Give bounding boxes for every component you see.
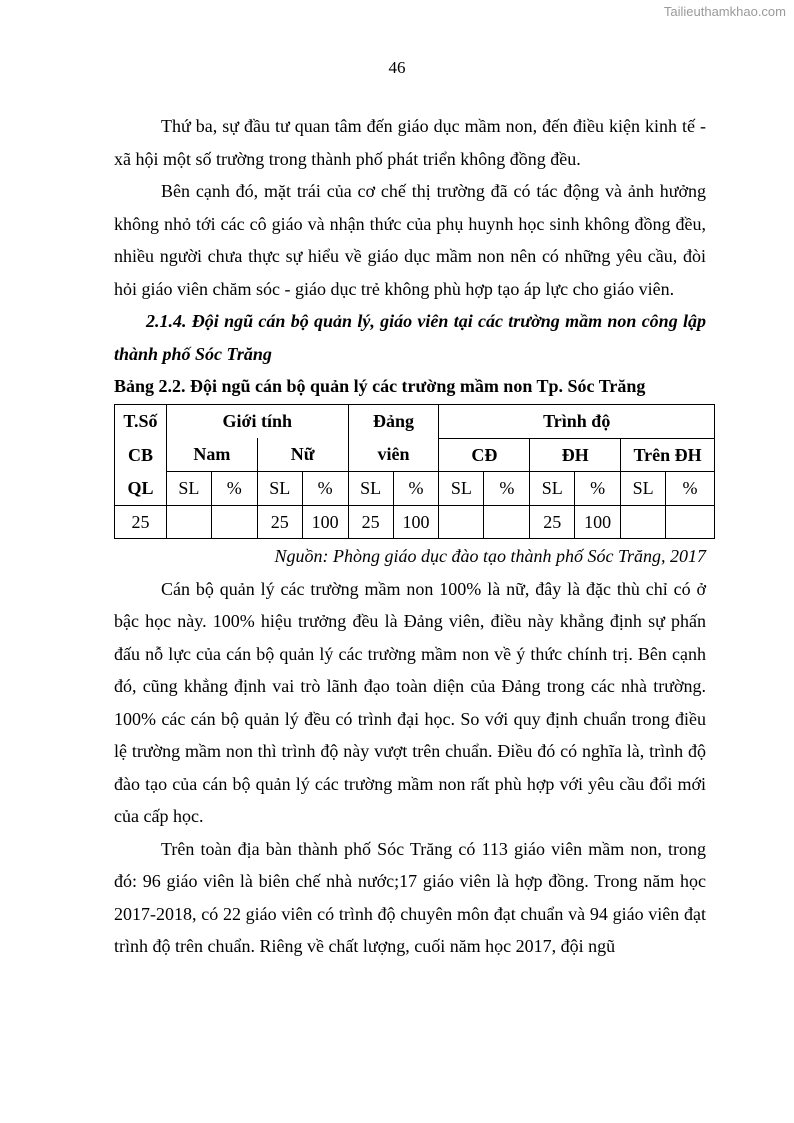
header-tren-dh: Trên ĐH	[621, 438, 715, 472]
source-note: Nguồn: Phòng giáo dục đào tạo thành phố Sóc Trăng, 2017	[274, 546, 706, 566]
cell-cd-sl	[439, 505, 484, 539]
header-male: Nam	[166, 438, 257, 472]
header-cd: CĐ	[439, 438, 530, 472]
header-female: Nữ	[257, 438, 348, 472]
header-total-line-1: T.Số	[115, 405, 167, 439]
paragraph-3: Cán bộ quản lý các trường mầm non 100% là nữ, đây là đặc thù chỉ có ở bậc học này. 100% hiệu trưởng đều là Đảng viên, điều này khẳng định sự phấn đấu nỗ lực của cán bộ quản lý các trường mầm non về ý thức chính trị. Bên cạnh đó, cũng khẳng định vai trò lãnh đạo toàn diện của Đảng trong các nhà trường. 100% các cán bộ quản lý đều có trình đại học. So với quy định chuẩn trong điều lệ trường mầm non thì trình độ này vượt trên chuẩn. Điều đó có nghĩa là, trình độ đào tạo của cán bộ quản lý các trường mầm non rất phù hợp với yêu cầu đổi mới của cấp học.	[114, 578, 706, 826]
header-sl: SL	[439, 472, 484, 506]
cell-dh-pct: 100	[575, 505, 621, 539]
header-sl: SL	[530, 472, 575, 506]
header-sl: SL	[257, 472, 302, 506]
table-header-row-3	[115, 472, 715, 506]
cell-female-pct: 100	[302, 505, 348, 539]
table-row	[115, 505, 715, 539]
header-gender: Giới tính	[166, 405, 348, 439]
header-party-line-1: Đảng	[348, 405, 439, 439]
cell-tren-dh-sl	[621, 505, 666, 539]
paragraph-4: Trên toàn địa bàn thành phố Sóc Trăng có 113 giáo viên mầm non, trong đó: 96 giáo viên là biên chế nhà nước;17 giáo viên là hợp đồng. Trong năm học 2017-2018, có 22 giáo viên có trình độ chuyên môn đạt chuẩn và 94 giáo viên đạt trình độ trên chuẩn. Riêng về chất lượng, cuối năm học 2017, đội ngũ	[114, 838, 706, 956]
header-pct: %	[575, 472, 621, 506]
page-number: 46	[388, 58, 406, 77]
paragraph-1: Thứ ba, sự đầu tư quan tâm đến giáo dục mầm non, đến điều kiện kinh tế - xã hội một số trường trong thành phố phát triển không đồng đều.	[114, 116, 706, 169]
cell-total: 25	[115, 505, 167, 539]
table-header-row-1	[115, 405, 715, 439]
staff-table	[114, 404, 715, 539]
cell-dh-sl: 25	[530, 505, 575, 539]
cell-tren-dh-pct	[666, 505, 715, 539]
header-sl: SL	[166, 472, 211, 506]
cell-party-pct: 100	[393, 505, 439, 539]
header-pct: %	[666, 472, 715, 506]
watermark: Tailieuthamkhao.com	[663, 4, 786, 19]
cell-female-sl: 25	[257, 505, 302, 539]
cell-cd-pct	[484, 505, 530, 539]
paragraph-2: Bên cạnh đó, mặt trái của cơ chế thị trường đã có tác động và ảnh hưởng không nhỏ tới các cô giáo và nhận thức của phụ huynh học sinh không đồng đều, nhiều người chưa thực sự hiểu về giáo dục mầm non nên có những yêu cầu, đòi hỏi giáo viên chăm sóc - giáo dục trẻ không phù hợp tạo áp lực cho giáo viên.	[114, 181, 706, 299]
cell-male-pct	[211, 505, 257, 539]
document-body	[114, 110, 706, 963]
header-total-line-2: CB	[115, 438, 167, 472]
header-sl: SL	[621, 472, 666, 506]
header-pct: %	[393, 472, 439, 506]
header-dh: ĐH	[530, 438, 621, 472]
header-level: Trình độ	[439, 405, 715, 439]
section-heading: 2.1.4. Đội ngũ cán bộ quản lý, giáo viên tại các trường mầm non công lập thành phố Sóc Trăng	[114, 311, 706, 364]
header-pct: %	[484, 472, 530, 506]
table-header-row-2	[115, 438, 715, 472]
header-pct: %	[302, 472, 348, 506]
table-caption: Bảng 2.2. Đội ngũ cán bộ quản lý các trường mầm non Tp. Sóc Trăng	[114, 376, 646, 396]
header-pct: %	[211, 472, 257, 506]
header-sl: SL	[348, 472, 393, 506]
header-total-line-3: QL	[115, 472, 167, 506]
cell-party-sl: 25	[348, 505, 393, 539]
cell-male-sl	[166, 505, 211, 539]
header-party-line-2: viên	[348, 438, 439, 472]
